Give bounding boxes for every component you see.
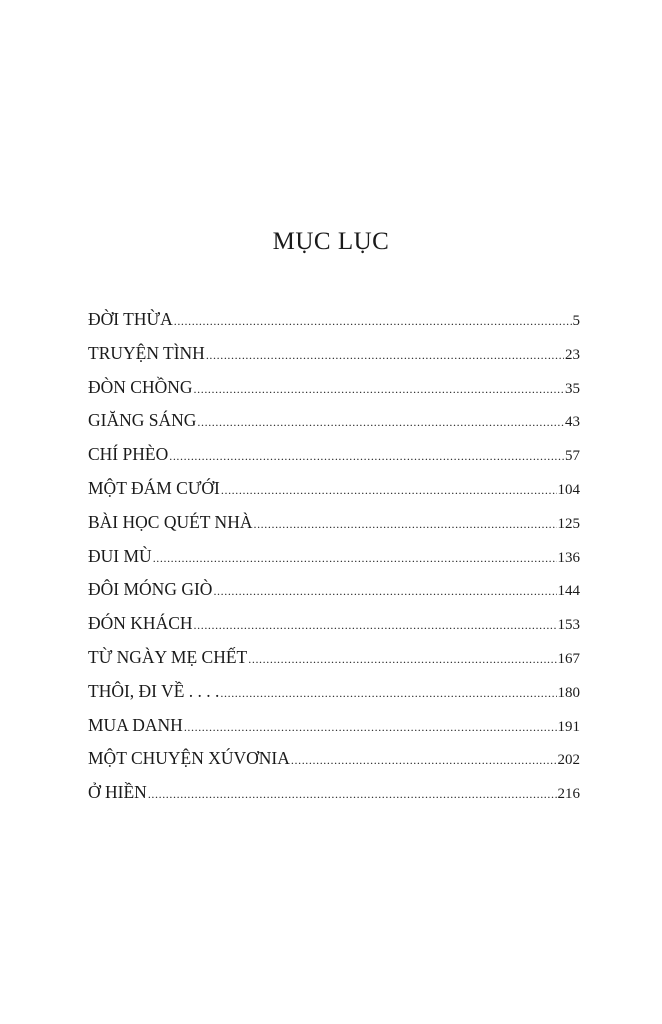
toc-entry-title: ĐÔI MÓNG GIÒ — [88, 579, 213, 600]
toc-entry-page: 136 — [557, 549, 580, 566]
toc-entry-title: BÀI HỌC QUÉT NHÀ — [88, 511, 253, 532]
toc-entry-page: 125 — [557, 515, 580, 532]
dot-leader — [153, 551, 557, 566]
dot-leader — [291, 753, 557, 768]
toc-entry-title: TỪ NGÀY MẸ CHẾT — [88, 646, 248, 667]
toc-entry-title: CHÍ PHÈO — [88, 444, 169, 465]
toc-entry-page: 23 — [565, 346, 580, 363]
dot-leader — [197, 415, 564, 430]
toc-entry — [88, 715, 580, 749]
toc-entry — [88, 546, 580, 580]
toc-entry — [88, 681, 580, 715]
dot-leader — [206, 348, 564, 363]
toc-entry-page: 5 — [572, 313, 580, 329]
dot-leader — [248, 652, 556, 667]
dot-leader — [174, 314, 572, 329]
toc-entry-page: 35 — [565, 380, 580, 397]
dot-leader — [184, 720, 557, 735]
dot-leader — [194, 618, 557, 633]
dot-leader — [220, 686, 556, 701]
dot-leader — [194, 382, 564, 397]
toc-entry-page: 216 — [557, 786, 580, 803]
toc-entry-title: ĐỜI THỪA — [88, 309, 173, 329]
toc-entry-title: THÔI, ĐI VỀ . . . . — [88, 680, 220, 701]
toc-entry-title: MUA DANH — [88, 714, 183, 735]
toc-entry-title: TRUYỆN TÌNH — [88, 342, 205, 363]
table-of-contents — [88, 309, 580, 816]
toc-entry — [88, 377, 580, 411]
toc-entry — [88, 444, 580, 478]
toc-entry — [88, 579, 580, 613]
dot-leader — [221, 483, 557, 498]
toc-entry-page: 57 — [565, 448, 580, 465]
toc-entry-title: GIĂNG SÁNG — [88, 410, 197, 431]
dot-leader — [213, 584, 556, 599]
dot-leader — [253, 517, 556, 532]
toc-entry-page: 144 — [557, 583, 580, 600]
toc-entry-page: 167 — [557, 650, 580, 667]
toc-entry-title: ĐÓN KHÁCH — [88, 613, 193, 634]
page-title: MỤC LỤC — [272, 228, 390, 255]
toc-entry-page: 43 — [565, 414, 580, 431]
toc-entry-page: 202 — [557, 752, 580, 769]
toc-entry-title: MỘT ĐÁM CƯỚI — [88, 477, 220, 498]
toc-entry-page: 153 — [557, 617, 580, 634]
toc-entry — [88, 309, 580, 343]
toc-entry-page: 180 — [557, 684, 580, 701]
toc-entry-title: ĐUI MÙ — [88, 545, 152, 566]
toc-entry — [88, 478, 580, 512]
toc-entry — [88, 647, 580, 681]
toc-entry-title: Ở HIỀN — [88, 782, 147, 803]
toc-entry — [88, 410, 580, 444]
toc-entry — [88, 613, 580, 647]
dot-leader — [169, 449, 564, 464]
toc-entry — [88, 748, 580, 782]
toc-entry-page: 104 — [557, 481, 580, 498]
toc-entry — [88, 343, 580, 377]
toc-entry-title: MỘT CHUYỆN XÚVƠNIA — [88, 748, 290, 769]
toc-entry — [88, 512, 580, 546]
toc-entry — [88, 782, 580, 816]
toc-entry-title: ĐÒN CHỒNG — [88, 376, 193, 397]
toc-entry-page: 191 — [557, 718, 580, 735]
dot-leader — [148, 787, 557, 802]
